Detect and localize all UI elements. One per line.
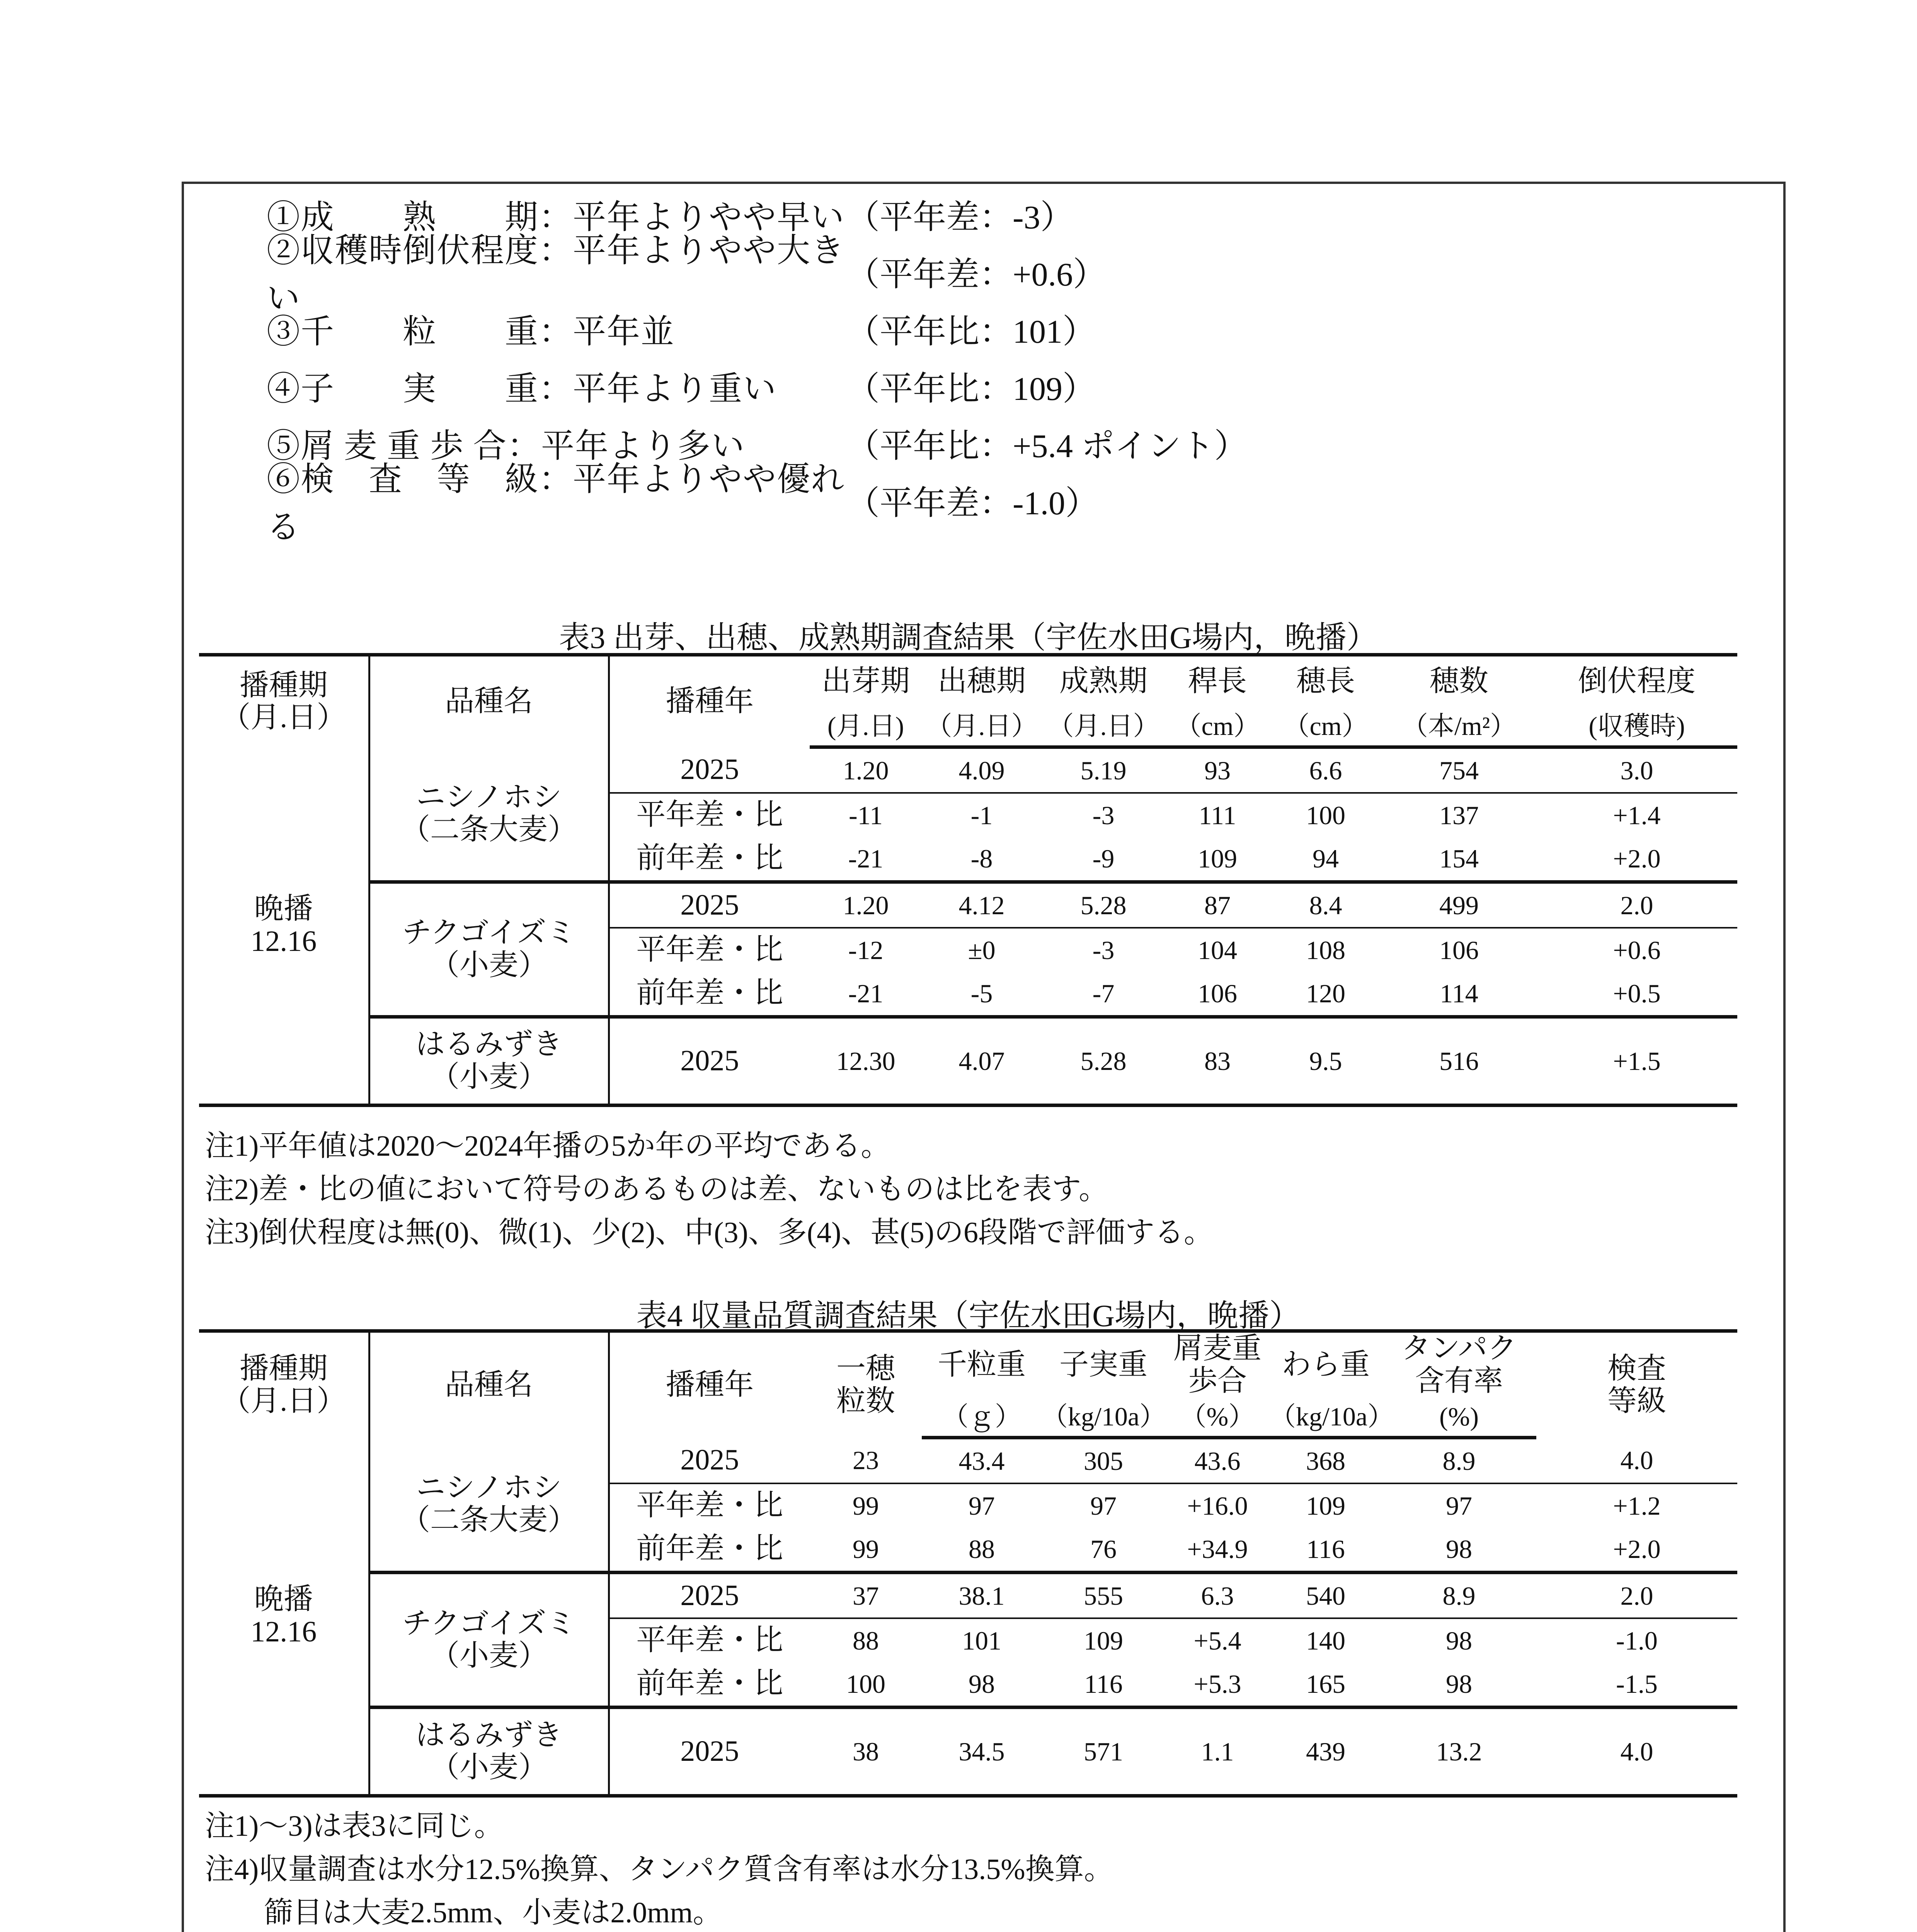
cell: +0.6 (1536, 928, 1737, 972)
summary-item-diff: （平年比：101） (846, 313, 1096, 350)
col-variety: 品種名 (369, 655, 609, 747)
row-label: 2025 (609, 1017, 810, 1105)
summary-item-label: ⑤屑 麦 重 歩 合：平年より多い (267, 427, 745, 464)
note: 篩目は大麦2.5mm、小麦は2.0mm。 (205, 1896, 722, 1929)
cell: 100 (846, 1669, 885, 1699)
cell: 4.09 (958, 755, 1005, 785)
row-label: 2025 (609, 1573, 810, 1619)
cell: 37 (810, 1573, 922, 1619)
summary-item (267, 300, 1619, 357)
summary-item-diff: （平年差：-3） (846, 199, 1074, 236)
summary-item (267, 232, 1619, 317)
cell: 98 (1446, 1534, 1472, 1564)
cell: 94 (1313, 844, 1339, 873)
note: 注1)平年値は2020～2024年播の5か年の平均である。 (205, 1130, 890, 1162)
cell: 5.28 (1042, 1017, 1165, 1105)
table3-notes (205, 1124, 1213, 1254)
cell: -12 (810, 928, 922, 972)
variety-cell: ニシノホシ （二条大麦） (369, 747, 609, 882)
cell: +34.9 (1187, 1534, 1248, 1564)
cell: 109 (1270, 1483, 1382, 1527)
col-ear: 穂長 (1270, 655, 1382, 707)
row-label: 平年差・比 (609, 928, 810, 972)
table3-caption: 表3 出芽、出穂、成熟期調査結果（宇佐水田G場内，晩播） (559, 621, 1377, 655)
summary-item-label: ①成 熟 期：平年よりやや早い (267, 199, 845, 236)
unit-ears: （本/m²） (1382, 707, 1536, 747)
summary-item-label: ②収穫時倒伏程度：平年よりやや大きい (267, 232, 845, 317)
cell: 38 (810, 1708, 922, 1796)
cell: 43.6 (1194, 1446, 1241, 1476)
col-year: 播種年 (609, 1331, 810, 1438)
cell: 98 (1382, 1618, 1536, 1662)
period-cell: 晩播 12.16 (199, 747, 369, 1105)
cell: 116 (1084, 1669, 1123, 1699)
cell: -8 (970, 844, 993, 873)
cell: 104 (1165, 928, 1270, 972)
unit-tgw: （ｇ） (922, 1397, 1042, 1438)
note: 注1)～3)は表3に同じ。 (205, 1810, 504, 1842)
cell: 97 (922, 1483, 1042, 1527)
summary-item-label: ④子 実 重：平年より重い (267, 370, 777, 407)
cell: 34.5 (922, 1708, 1042, 1796)
cell: 38.1 (922, 1573, 1042, 1619)
row-label: 前年差・比 (636, 977, 783, 1010)
cell: 106 (1198, 978, 1237, 1008)
col-waste-ratio: 屑麦重 歩合 (1165, 1331, 1270, 1398)
cell: 106 (1382, 928, 1536, 972)
variety-cell: ニシノホシ （二条大麦） (369, 1438, 609, 1573)
col-tgw: 千粒重 (922, 1331, 1042, 1398)
unit-protein: (%) (1382, 1397, 1536, 1438)
cell: -21 (848, 978, 884, 1008)
cell: 571 (1042, 1708, 1165, 1796)
col-maturity: 成熟期 (1042, 655, 1165, 707)
summary-item-label: ⑥検 査 等 級：平年よりやや優れる (267, 461, 845, 546)
summary-item-diff: （平年比：109） (846, 370, 1096, 407)
unit-ear: （cm） (1270, 707, 1382, 747)
cell: 109 (1198, 844, 1237, 873)
summary-item (267, 461, 1619, 546)
cell: 43.4 (958, 1446, 1005, 1476)
cell: 100 (1270, 793, 1382, 837)
cell: 8.4 (1270, 882, 1382, 928)
cell: 116 (1306, 1534, 1345, 1564)
cell: 5.28 (1042, 882, 1165, 928)
period-cell: 晩播 12.16 (199, 1438, 369, 1796)
cell: +2.0 (1613, 844, 1661, 873)
cell: -9 (1092, 844, 1115, 873)
cell: +16.0 (1165, 1483, 1270, 1527)
table3 (199, 653, 1737, 1107)
cell: 2.0 (1536, 882, 1737, 928)
note: 注3)倒伏程度は無(0)、微(1)、少(2)、中(3)、多(4)、甚(5)の6段階で評価する。 (205, 1216, 1214, 1249)
cell: 83 (1165, 1017, 1270, 1105)
summary-list (267, 185, 1619, 546)
col-heading: 出穂期 (922, 655, 1042, 707)
cell: 1.20 (810, 882, 922, 928)
col-protein: タンパク 含有率 (1382, 1331, 1536, 1398)
cell: 439 (1270, 1708, 1382, 1796)
cell: 97 (1042, 1483, 1165, 1527)
cell: 5.19 (1080, 755, 1127, 785)
col-grains: 一穂 粒数 (810, 1331, 922, 1438)
col-variety: 品種名 (369, 1331, 609, 1438)
col-culm: 稈長 (1165, 655, 1270, 707)
cell: 2.0 (1536, 1573, 1737, 1619)
cell: 154 (1439, 844, 1479, 873)
row-label: 2025 (609, 1708, 810, 1796)
table4-caption: 表4 収量品質調査結果（宇佐水田G場内，晩播） (636, 1299, 1300, 1333)
cell: 4.12 (922, 882, 1042, 928)
row-label: 平年差・比 (609, 1483, 810, 1527)
note: 注2)差・比の値において符号のあるものは差、ないものは比を表す。 (205, 1173, 1108, 1206)
row-label: 2025 (609, 882, 810, 928)
col-sowing-period: 播種期 （月.日） (199, 1331, 369, 1438)
cell: 1.20 (843, 755, 889, 785)
cell: 4.0 (1536, 1708, 1737, 1796)
cell: 6.3 (1165, 1573, 1270, 1619)
cell: 540 (1270, 1573, 1382, 1619)
cell: 3.0 (1620, 755, 1653, 785)
row-label: 平年差・比 (609, 793, 810, 837)
cell: 4.07 (922, 1017, 1042, 1105)
row-label: 前年差・比 (636, 1667, 783, 1700)
cell: +5.3 (1193, 1669, 1241, 1699)
cell: 108 (1270, 928, 1382, 972)
cell: -1 (922, 793, 1042, 837)
cell: 13.2 (1382, 1708, 1536, 1796)
cell: 165 (1306, 1669, 1345, 1699)
unit-lodging: (収穫時) (1536, 707, 1737, 747)
row-label: 2025 (680, 753, 739, 786)
cell: 109 (1042, 1618, 1165, 1662)
note: 注4)収量調査は水分12.5%換算、タンパク質含有率は水分13.5%換算。 (205, 1853, 1113, 1886)
cell: +1.2 (1536, 1483, 1737, 1527)
unit-maturity: （月.日） (1042, 707, 1165, 747)
cell: 23 (853, 1445, 879, 1475)
cell: 99 (853, 1534, 879, 1564)
cell: -3 (1042, 928, 1165, 972)
row-label: 前年差・比 (636, 1532, 783, 1565)
cell: 88 (969, 1534, 995, 1564)
table4-notes (205, 1804, 1113, 1932)
summary-item-diff: （平年差：+0.6） (846, 256, 1107, 293)
cell: 87 (1165, 882, 1270, 928)
summary-item-diff: （平年比：+5.4 ポイント） (846, 427, 1248, 464)
cell: 101 (922, 1618, 1042, 1662)
variety-cell: はるみずき （小麦） (369, 1708, 609, 1796)
cell: -1.5 (1616, 1669, 1658, 1699)
summary-item-diff: （平年差：-1.0） (846, 485, 1099, 522)
row-label: 平年差・比 (609, 1618, 810, 1662)
unit-grain-weight: （kg/10a） (1042, 1397, 1165, 1438)
variety-cell: チクゴイズミ （小麦） (369, 1573, 609, 1708)
cell: +5.4 (1165, 1618, 1270, 1662)
cell: +1.5 (1536, 1017, 1737, 1105)
row-label: 前年差・比 (636, 842, 783, 875)
col-sowing-period: 播種期 （月.日） (199, 655, 369, 747)
unit-culm: （cm） (1165, 707, 1270, 747)
col-lodging: 倒伏程度 (1536, 655, 1737, 707)
cell: 93 (1204, 755, 1231, 785)
cell: 12.30 (810, 1017, 922, 1105)
cell: 88 (810, 1618, 922, 1662)
cell: 120 (1306, 978, 1345, 1008)
cell: +0.5 (1613, 978, 1661, 1008)
cell: 8.9 (1382, 1573, 1536, 1619)
unit-waste: （%） (1165, 1397, 1270, 1438)
cell: 99 (810, 1483, 922, 1527)
col-emergence: 出芽期 (810, 655, 922, 707)
cell: -3 (1042, 793, 1165, 837)
unit-heading: （月.日） (922, 707, 1042, 747)
col-year: 播種年 (609, 655, 810, 747)
unit-emergence: (月.日) (810, 707, 922, 747)
table4 (199, 1329, 1737, 1798)
cell: 555 (1042, 1573, 1165, 1619)
cell: 4.0 (1620, 1445, 1653, 1475)
cell: 111 (1165, 793, 1270, 837)
cell: 9.5 (1270, 1017, 1382, 1105)
unit-straw: （kg/10a） (1270, 1397, 1382, 1438)
cell: 114 (1440, 978, 1478, 1008)
cell: 1.1 (1165, 1708, 1270, 1796)
cell: -11 (810, 793, 922, 837)
cell: 6.6 (1309, 755, 1342, 785)
cell: 754 (1439, 755, 1479, 785)
cell: 76 (1090, 1534, 1117, 1564)
col-straw: わら重 (1270, 1331, 1382, 1398)
cell: 305 (1084, 1446, 1123, 1476)
variety-cell: チクゴイズミ （小麦） (369, 882, 609, 1017)
cell: 98 (969, 1669, 995, 1699)
row-label: 2025 (680, 1444, 739, 1476)
cell: 499 (1382, 882, 1536, 928)
col-ears: 穂数 (1382, 655, 1536, 707)
variety-cell: はるみずき （小麦） (369, 1017, 609, 1105)
summary-item-label: ③千 粒 重：平年並 (267, 313, 675, 350)
cell: 137 (1382, 793, 1536, 837)
cell: +1.4 (1536, 793, 1737, 837)
cell: 140 (1270, 1618, 1382, 1662)
cell: 8.9 (1442, 1446, 1476, 1476)
col-grade: 検査 等級 (1536, 1331, 1737, 1438)
cell: ±0 (922, 928, 1042, 972)
cell: 368 (1306, 1446, 1345, 1476)
summary-item (267, 357, 1619, 414)
cell: -1.0 (1536, 1618, 1737, 1662)
cell: -21 (848, 844, 884, 873)
col-grain-weight: 子実重 (1042, 1331, 1165, 1398)
cell: -5 (970, 978, 993, 1008)
cell: -7 (1092, 978, 1115, 1008)
cell: 97 (1382, 1483, 1536, 1527)
cell: +2.0 (1613, 1534, 1661, 1564)
cell: 98 (1446, 1669, 1472, 1699)
cell: 516 (1382, 1017, 1536, 1105)
